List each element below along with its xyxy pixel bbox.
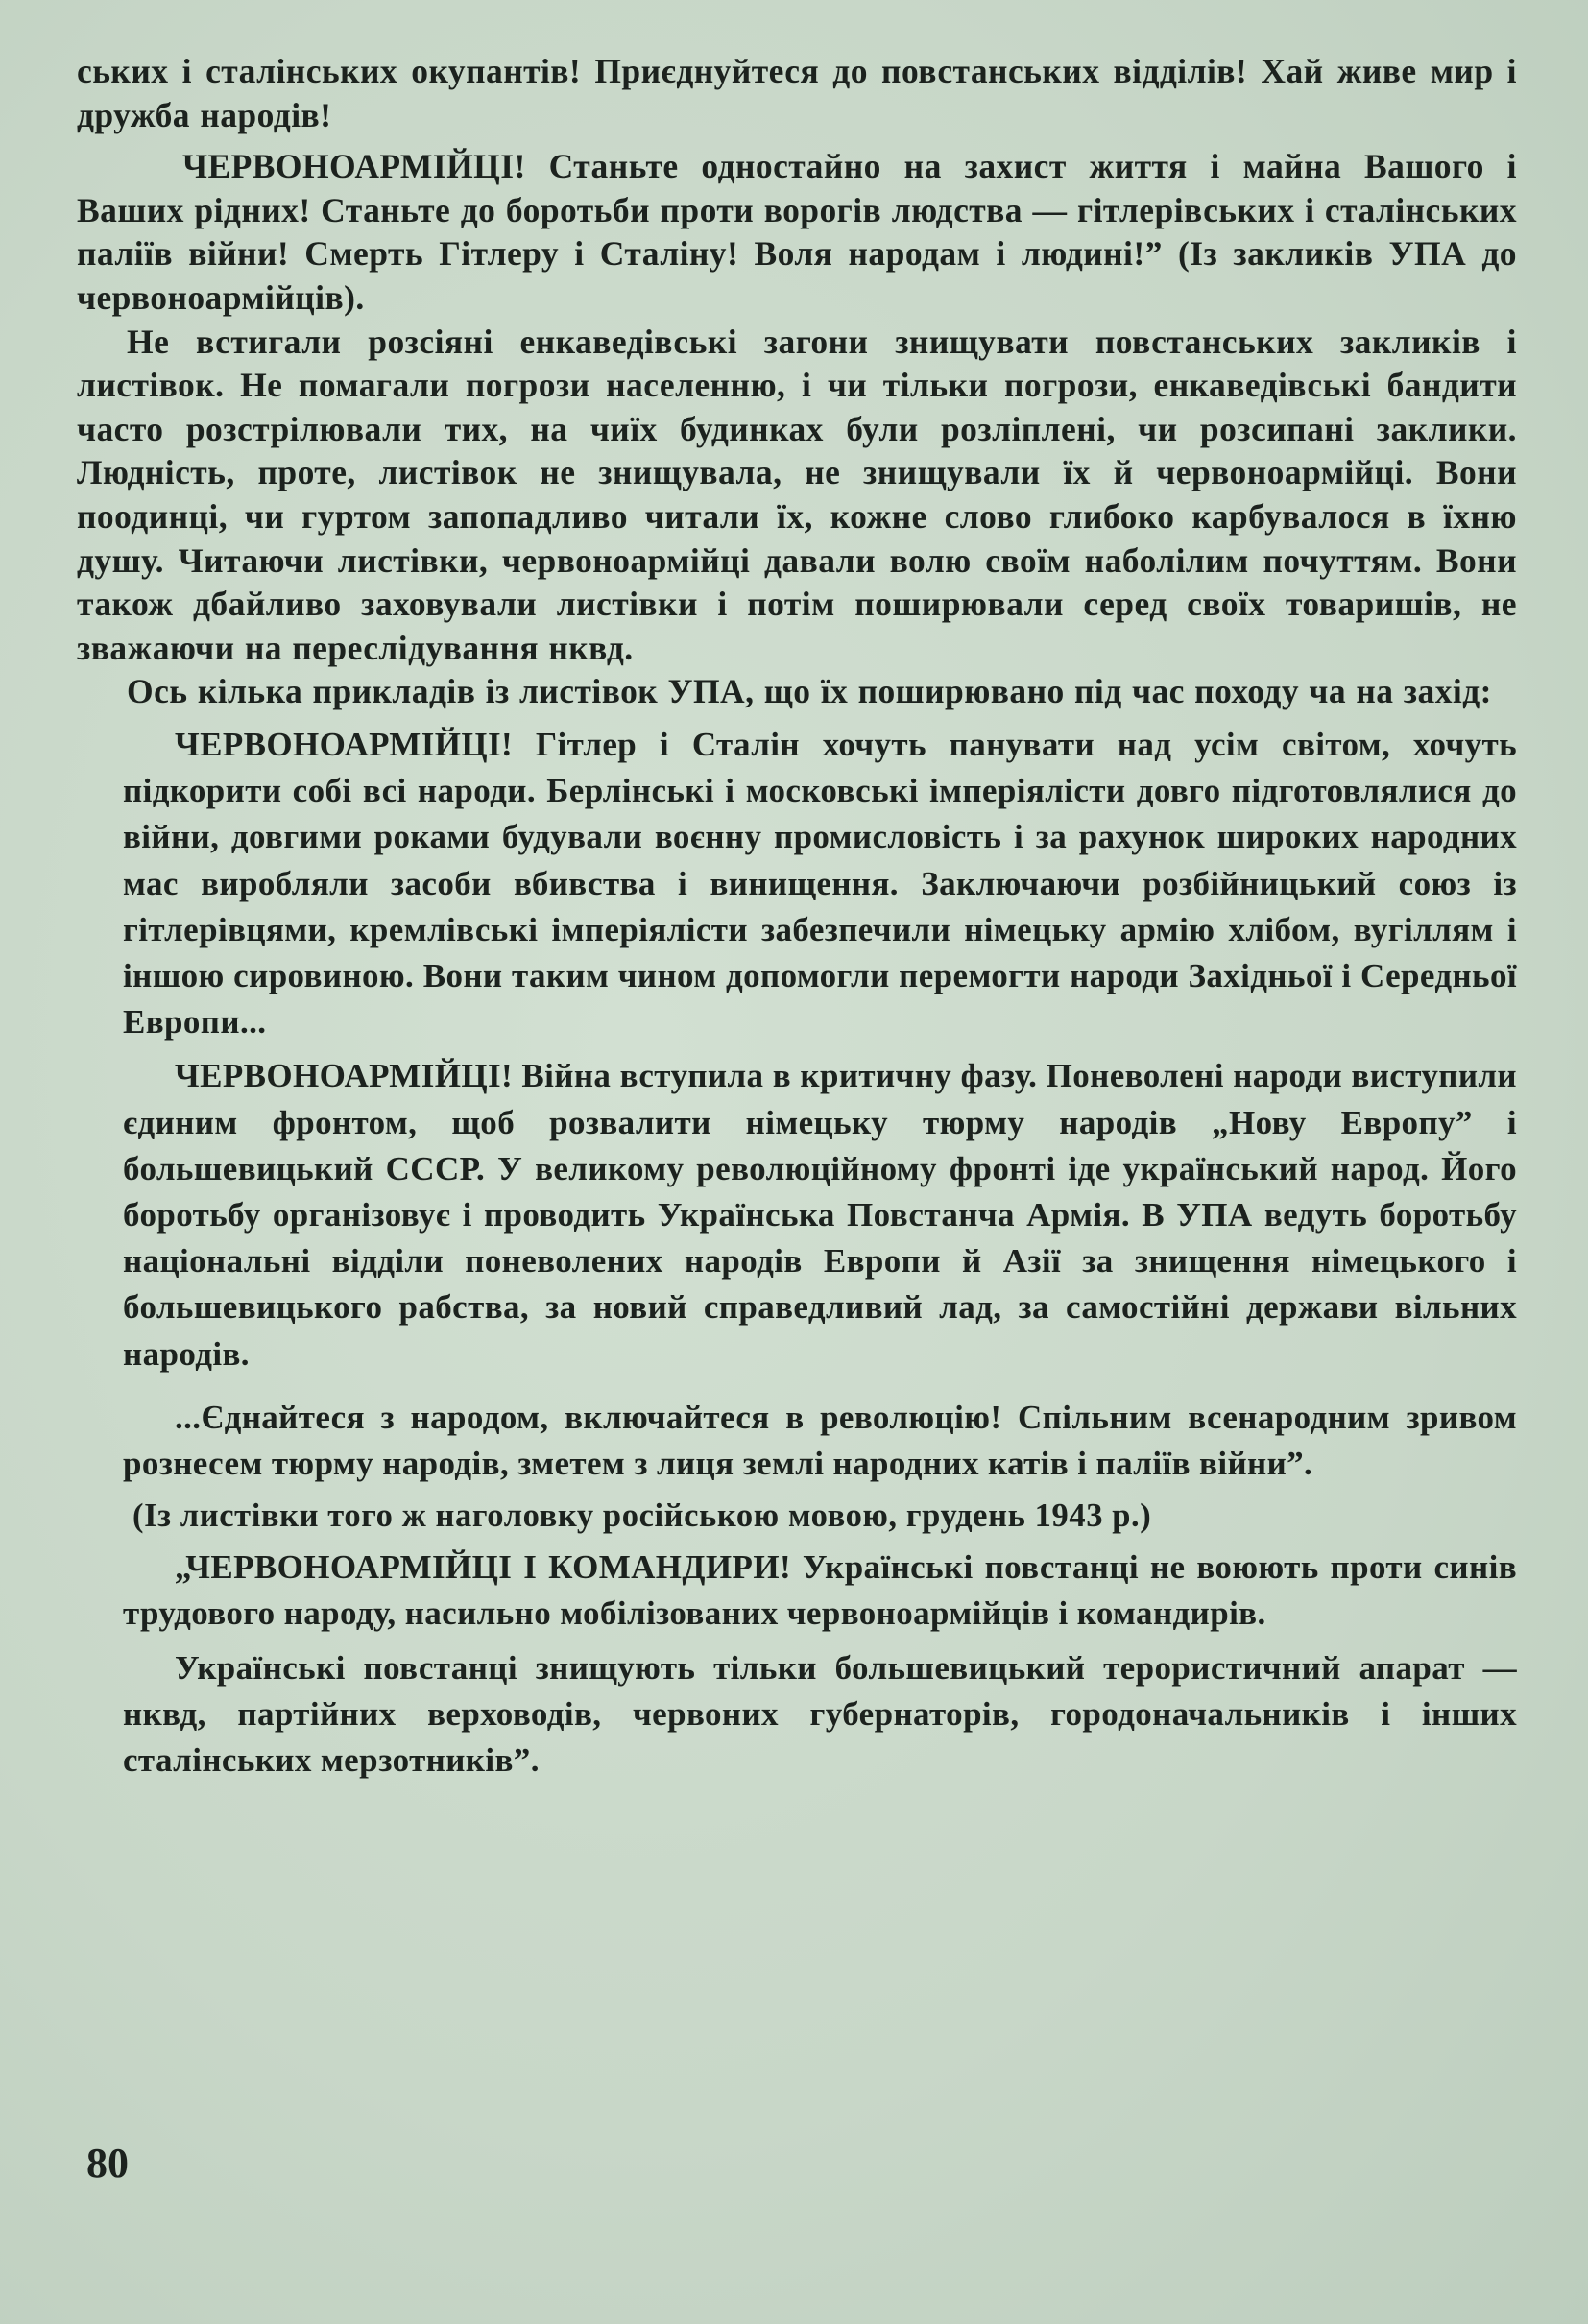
leaflet-quote: ЧЕРВОНОАРМІЙЦІ! Гітлер і Сталін хочуть панувати над усім світом, хочуть підкорити собі всі народи. Берлінські і московські імперіялісти довго підготовлялися до війни, довгими роками будували воєнну промисловість і за рахунок широких народних мас виробляли засоби вбивства і винищення. Заключаючи розбійницький союз із гітлерівцями, кремлівські імперіялісти забезпечили німецьку армію хлібом, вугіллям і іншою сировиною. Вони таким чином допомогли перемогти народи Західньої і Середньої Европи...: [123, 725, 1517, 1042]
leaflet-quote: Українські повстанці знищують тільки большевицький терористичний апарат — нквд, партійних верховодів, червоних губернаторів, городоначальників і інших сталінських мерзотників”.: [123, 1648, 1517, 1779]
closing-quote-block: [123, 1545, 1517, 1784]
page-text: [77, 50, 1517, 1784]
leaflet-quote: „ЧЕРВОНОАРМІЙЦІ І КОМАНДИРИ! Українські повстанці не воюють проти синів трудового народу, насильно мобілізованих червоноармійців і командирів.: [123, 1548, 1517, 1633]
leaflet-quote-block: [123, 722, 1517, 1487]
paragraph: ЧЕРВОНОАРМІЙЦІ! Станьте одностайно на захист життя і майна Вашого і Ваших рідних! Станьте до боротьби проти ворогів людства — гітлерівських і сталінських паліїв війни! Смерть Гітлеру і Сталіну! Воля народам і людині!” (Із закликів УПА до червоноармійців).: [77, 147, 1517, 317]
leaflet-quote: ЧЕРВОНОАРМІЙЦІ! Війна вступила в критичну фазу. Поневолені народи виступили єдиним фронтом, щоб розвалити німецьку тюрму народів „Нову Европу” і большевицький СССР. У великому революційному фронті іде український народ. Його боротьбу організовує і проводить Українська Повстанча Армія. В УПА ведуть боротьбу національні відділи поневолених народів Европи й Азії за знищення німецького і большевицького рабства, за новий справедливий лад, за самостійні держави вільних народів.: [123, 1057, 1517, 1373]
leaflet-quote: ...Єднайтеся з народом, включайтеся в революцію! Спільним всенародним зривом рознесем тюрму народів, зметем з лиця землі народних катів і паліїв війни”.: [123, 1398, 1517, 1482]
paragraph: ських і сталінських окупантів! Приєднуйтеся до повстанських відділів! Хай живе мир і дружба народів!: [77, 52, 1517, 134]
source-note: (Із листівки того ж наголовку російською мовою, грудень 1943 р.): [132, 1497, 1152, 1535]
paragraph: Ось кілька прикладів із листівок УПА, що їх поширювано під час походу ча на захід:: [127, 672, 1492, 711]
page-number: 80: [86, 2140, 129, 2187]
paragraph: Не встигали розсіяні енкаведівські загони знищувати повстанських закликів і листівок. Не помагали погрози населенню, і чи тільки погрози, енкаведівські бандити часто розстрілювали тих, на чиїх будинках були розліплені, чи розсипані заклики. Людність, проте, листівок не знищувала, не знищували їх й червоноармійці. Вони поодинці, чи гуртом запопадливо читали їх, кожне слово глибоко карбувалося в їхню душу. Читаючи листівки, червоноармійці давали волю своїм наболілим почуттям. Вони також дбайливо заховували листівки і потім поширювали серед своїх товаришів, не зважаючи на переслідування нквд.: [77, 322, 1517, 667]
